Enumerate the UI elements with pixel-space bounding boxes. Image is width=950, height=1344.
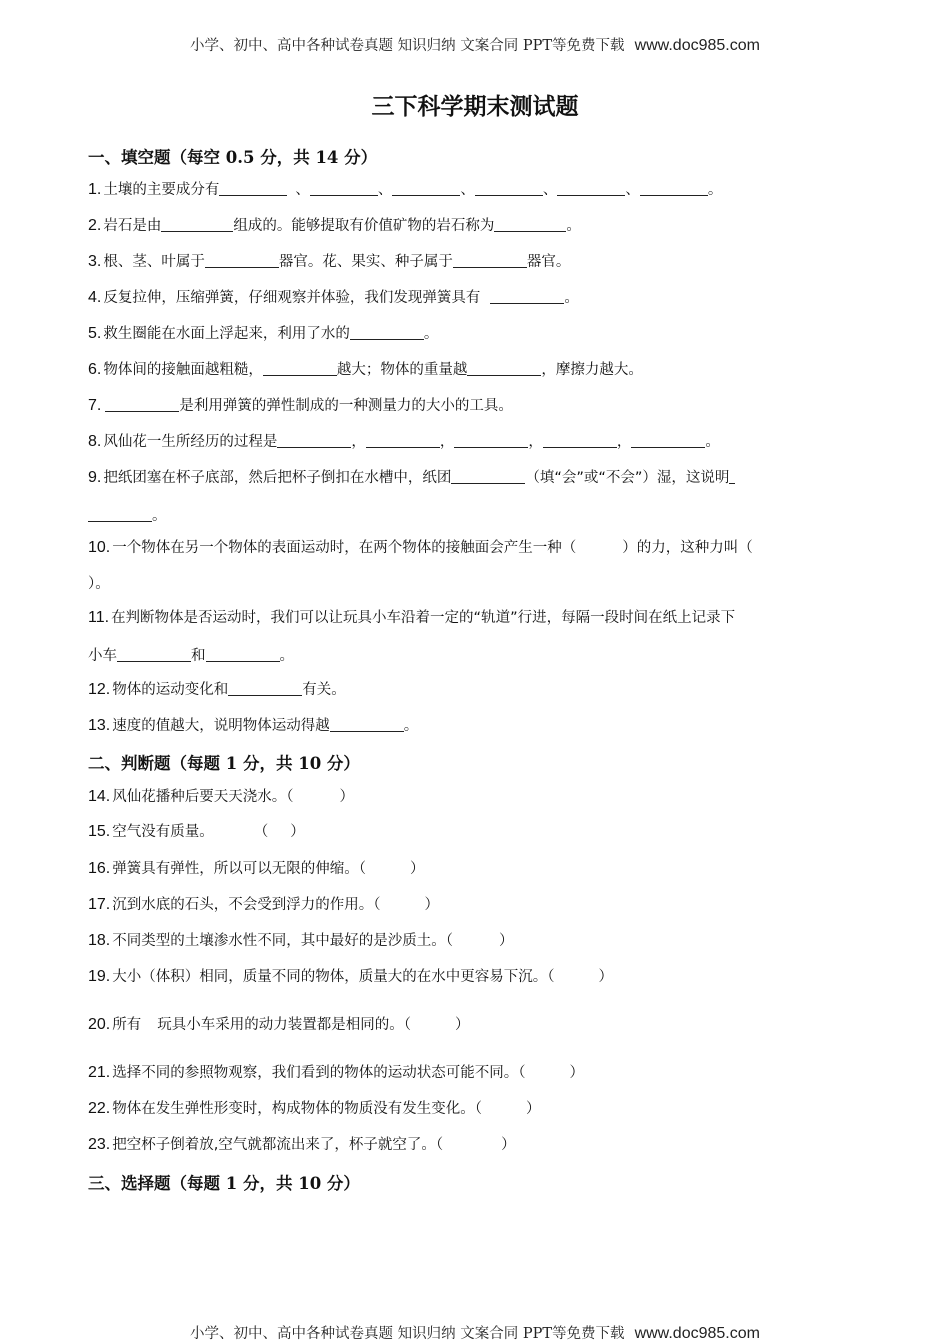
answer-blank[interactable] (310, 181, 378, 196)
answer-blank[interactable] (729, 469, 735, 484)
question-10-continued: ）。 (88, 576, 110, 592)
banner-text: 小学、初中、高中各种试卷真题 知识归纳 文案合同 PPT等免费下载 (190, 38, 625, 54)
answer-blank[interactable] (467, 361, 541, 376)
answer-blank[interactable] (631, 433, 705, 448)
answer-blank[interactable] (475, 181, 543, 196)
answer-blank[interactable] (228, 681, 302, 696)
answer-blank[interactable] (640, 181, 708, 196)
question-5: 5. 救生圈能在水面上浮起来，利用了水的 。 (88, 325, 439, 342)
question-15: 15. 空气没有质量。 （ ） (88, 823, 305, 840)
question-12: 12. 物体的运动变化和 有关。 (88, 681, 346, 698)
answer-blank[interactable] (543, 433, 617, 448)
question-10: 10. 一个物体在另一个物体的表面运动时，在两个物体的接触面会产生一种（ ）的力，这种力叫（ (88, 539, 753, 556)
question-1: 1. 土壤的主要成分有 、 、 、 、 、 。 (88, 181, 723, 198)
question-11: 11. 在判断物体是否运动时，我们可以让玩具小车沿着一定的“轨道”行进，每隔一段时间在纸上记录下 (88, 609, 736, 626)
answer-blank[interactable] (490, 289, 564, 304)
question-17: 17. 沉到水底的石头，不会受到浮力的作用。（ ） (88, 896, 439, 913)
question-8: 8. 风仙花一生所经历的过程是 ， ， ， ， 。 (88, 433, 720, 450)
answer-blank[interactable] (454, 433, 528, 448)
answer-blank[interactable] (350, 325, 424, 340)
answer-blank[interactable] (451, 469, 525, 484)
question-number: 1. (88, 181, 102, 198)
banner-url[interactable]: www.doc985.com (634, 1325, 760, 1342)
section-multiple-choice: 三、选择题（每题 1 分，共 10 分） (88, 1174, 360, 1193)
answer-blank[interactable] (263, 361, 337, 376)
question-22: 22. 物体在发生弹性形变时，构成物体的物质没有发生变化。（ ） (88, 1100, 541, 1117)
answer-blank[interactable] (366, 433, 440, 448)
answer-blank[interactable] (277, 433, 351, 448)
section-true-false: 二、判断题（每题 1 分，共 10 分） (88, 754, 360, 773)
page-footer-banner (0, 1322, 950, 1343)
question-9: 9. 把纸团塞在杯子底部，然后把杯子倒扣在水槽中，纸团 （填“会”或“不会”）湿，这说明 (88, 468, 735, 488)
answer-blank[interactable] (206, 647, 280, 662)
question-6: 6. 物体间的接触面越粗糙， 越大；物体的重量越 ，摩擦力越大。 (88, 361, 643, 378)
banner-url[interactable]: www.doc985.com (634, 37, 760, 54)
question-7: 7. 是利用弹簧的弹性制成的一种测量力的大小的工具。 (88, 397, 513, 414)
question-16: 16. 弹簧具有弹性，所以可以无限的伸缩。（ ） (88, 860, 425, 877)
answer-blank[interactable] (205, 253, 279, 268)
section-fill-in-blank: 一、填空题（每空 0.5 分，共 14 分） (88, 148, 378, 167)
answer-blank[interactable] (105, 397, 179, 412)
question-14: 14. 风仙花播种后要天天浇水。（ ） (88, 788, 354, 805)
answer-blank[interactable] (219, 181, 287, 196)
question-23: 23. 把空杯子倒着放,空气就都流出来了，杯子就空了。（ ） (88, 1136, 516, 1153)
answer-blank[interactable] (161, 217, 233, 232)
question-19: 19. 大小（体积）相同，质量不同的物体，质量大的在水中更容易下沉。（ ） (88, 968, 613, 985)
answer-blank[interactable] (494, 217, 566, 232)
answer-blank[interactable] (88, 507, 152, 522)
question-20: 20. 所有 玩具小车采用的动力装置都是相同的。（ ） (88, 1016, 470, 1033)
question-3: 3. 根、茎、叶属于 器官。花、果实、种子属于 器官。 (88, 253, 571, 270)
answer-blank[interactable] (453, 253, 527, 268)
page-header-banner (0, 34, 950, 55)
question-4: 4. 反复拉伸，压缩弹簧，仔细观察并体验，我们发现弹簧具有 。 (88, 289, 579, 306)
answer-blank[interactable] (392, 181, 460, 196)
answer-blank[interactable] (330, 717, 404, 732)
question-18: 18. 不同类型的土壤渗水性不同，其中最好的是沙质土。（ ） (88, 932, 514, 949)
question-21: 21. 选择不同的参照物观察，我们看到的物体的运动状态可能不同。（ ） (88, 1064, 584, 1081)
banner-text: 小学、初中、高中各种试卷真题 知识归纳 文案合同 PPT等免费下载 (190, 1326, 625, 1342)
answer-blank[interactable] (557, 181, 625, 196)
question-11-continued: 小车 和 。 (88, 648, 294, 664)
question-13: 13. 速度的值越大，说明物体运动得越 。 (88, 717, 419, 734)
question-2: 2. 岩石是由 组成的。能够提取有价值矿物的岩石称为 。 (88, 217, 581, 234)
question-9-continued: 。 (88, 506, 167, 526)
answer-blank[interactable] (117, 647, 191, 662)
page-title: 三下科学期末测试题 (371, 93, 579, 120)
